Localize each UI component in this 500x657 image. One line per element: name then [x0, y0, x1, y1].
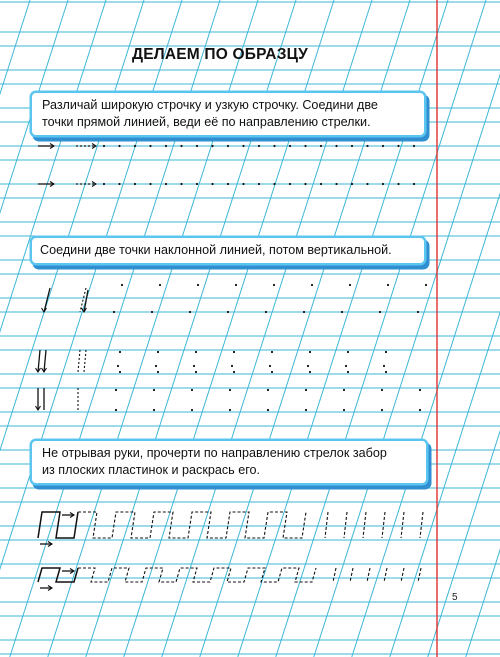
guide-dot [335, 183, 337, 185]
guide-dot [115, 389, 117, 391]
guide-dot [320, 183, 322, 185]
traced-line [78, 350, 80, 372]
guide-dot [382, 183, 384, 185]
guide-dot [191, 389, 193, 391]
guide-dot [347, 371, 349, 373]
guide-dot [385, 351, 387, 353]
guide-dot [343, 389, 345, 391]
guide-dot [180, 145, 182, 147]
guide-dot [341, 311, 343, 313]
guide-dot [267, 409, 269, 411]
fence-guide-mark [363, 512, 366, 538]
fence-guide-mark [344, 512, 347, 538]
guide-dot [351, 183, 353, 185]
fence-guide-mark [333, 568, 336, 582]
guide-dot [227, 183, 229, 185]
slant-guide-line [428, 0, 500, 657]
guide-dot [387, 284, 389, 286]
guide-dot [413, 145, 415, 147]
guide-dot [305, 409, 307, 411]
guide-dot [159, 284, 161, 286]
guide-dot [383, 365, 385, 367]
guide-dot [305, 389, 307, 391]
guide-dot [273, 183, 275, 185]
guide-dot [366, 145, 368, 147]
guide-dot [269, 365, 271, 367]
guide-dot [189, 311, 191, 313]
guide-dot [289, 145, 291, 147]
guide-dot [271, 351, 273, 353]
guide-dot [258, 145, 260, 147]
guide-dot [345, 365, 347, 367]
guide-dot [347, 351, 349, 353]
instruction-box-1 [32, 93, 424, 135]
guide-dot [231, 365, 233, 367]
guide-dot [227, 311, 229, 313]
guide-dot [382, 145, 384, 147]
guide-dot [233, 371, 235, 373]
fence-guide-mark [418, 568, 421, 582]
guide-dot [343, 409, 345, 411]
guide-dot [229, 409, 231, 411]
guide-dot [191, 409, 193, 411]
guide-dot [385, 371, 387, 373]
guide-dot [304, 145, 306, 147]
guide-dot [307, 365, 309, 367]
fence-guide-mark [401, 512, 404, 538]
guide-dot [134, 183, 136, 185]
instruction-1-line-2: точки прямой линией, веди её по направлению стрелки. [42, 115, 371, 129]
guide-dot [320, 145, 322, 147]
guide-dot [165, 183, 167, 185]
guide-dot [153, 389, 155, 391]
page-number: 5 [452, 592, 458, 603]
slant-guide-line [0, 0, 30, 657]
guide-dot [119, 351, 121, 353]
fence-guide-mark [367, 568, 370, 582]
guide-dot [193, 365, 195, 367]
guide-dot [265, 311, 267, 313]
instruction-1-line-1: Различай широкую строчку и узкую строчку. Соедини две [42, 98, 378, 112]
instruction-3-line-2: из плоских пластинок и раскрась его. [42, 463, 261, 477]
page-title: ДЕЛАЕМ ПО ОБРАЗЦУ [132, 46, 308, 63]
guide-dot [115, 409, 117, 411]
guide-dot [195, 351, 197, 353]
guide-dot [351, 145, 353, 147]
guide-dot [103, 183, 105, 185]
guide-dot [311, 284, 313, 286]
guide-dot [289, 183, 291, 185]
guide-dot [227, 145, 229, 147]
guide-dot [153, 409, 155, 411]
guide-dot [233, 351, 235, 353]
guide-dot [149, 183, 151, 185]
guide-dot [155, 365, 157, 367]
guide-dot [425, 284, 427, 286]
instruction-box-3 [32, 441, 426, 483]
guide-dot [267, 389, 269, 391]
guide-dot [113, 311, 115, 313]
guide-dot [195, 371, 197, 373]
guide-dot [211, 145, 213, 147]
instruction-box-2 [32, 238, 424, 263]
guide-dot [349, 284, 351, 286]
guide-dot [149, 145, 151, 147]
guide-dot [273, 284, 275, 286]
guide-dot [242, 145, 244, 147]
guide-dot [211, 183, 213, 185]
guide-dot [304, 183, 306, 185]
fence-guide-mark [384, 568, 387, 582]
guide-dot [335, 145, 337, 147]
guide-dot [309, 371, 311, 373]
guide-dot [413, 183, 415, 185]
guide-dot [273, 145, 275, 147]
guide-dot [242, 183, 244, 185]
guide-dot [271, 371, 273, 373]
guide-dot [157, 351, 159, 353]
guide-dot [180, 183, 182, 185]
guide-dot [379, 311, 381, 313]
guide-dot [258, 183, 260, 185]
guide-dot [366, 183, 368, 185]
guide-dot [197, 284, 199, 286]
guide-dot [119, 371, 121, 373]
guide-dot [419, 389, 421, 391]
fence-guide-mark [350, 568, 353, 582]
guide-dot [381, 389, 383, 391]
guide-dot [196, 183, 198, 185]
fence-dashed-trace [78, 512, 306, 538]
traced-line [84, 350, 86, 372]
guide-dot [196, 145, 198, 147]
guide-dot [235, 284, 237, 286]
fence-guide-mark [325, 512, 328, 538]
instruction-3-line-1: Не отрывая руки, прочерти по направлению стрелок забор [42, 446, 387, 460]
guide-dot [151, 311, 153, 313]
traced-line [44, 288, 50, 312]
fence-guide-mark [401, 568, 404, 582]
guide-dot [118, 183, 120, 185]
guide-dot [309, 351, 311, 353]
guide-dot [157, 371, 159, 373]
guide-dot [303, 311, 305, 313]
instruction-2-line-1: Соедини две точки наклонной линией, потом вертикальной. [40, 243, 392, 257]
guide-dot [118, 145, 120, 147]
guide-dot [419, 409, 421, 411]
guide-dot [117, 365, 119, 367]
guide-dot [165, 145, 167, 147]
guide-dot [397, 145, 399, 147]
guide-dot [134, 145, 136, 147]
guide-dot [103, 145, 105, 147]
guide-dot [417, 311, 419, 313]
guide-dot [121, 284, 123, 286]
guide-dot [381, 409, 383, 411]
guide-dot [229, 389, 231, 391]
fence-guide-mark [382, 512, 385, 538]
fence-guide-mark [420, 512, 423, 538]
guide-dot [397, 183, 399, 185]
